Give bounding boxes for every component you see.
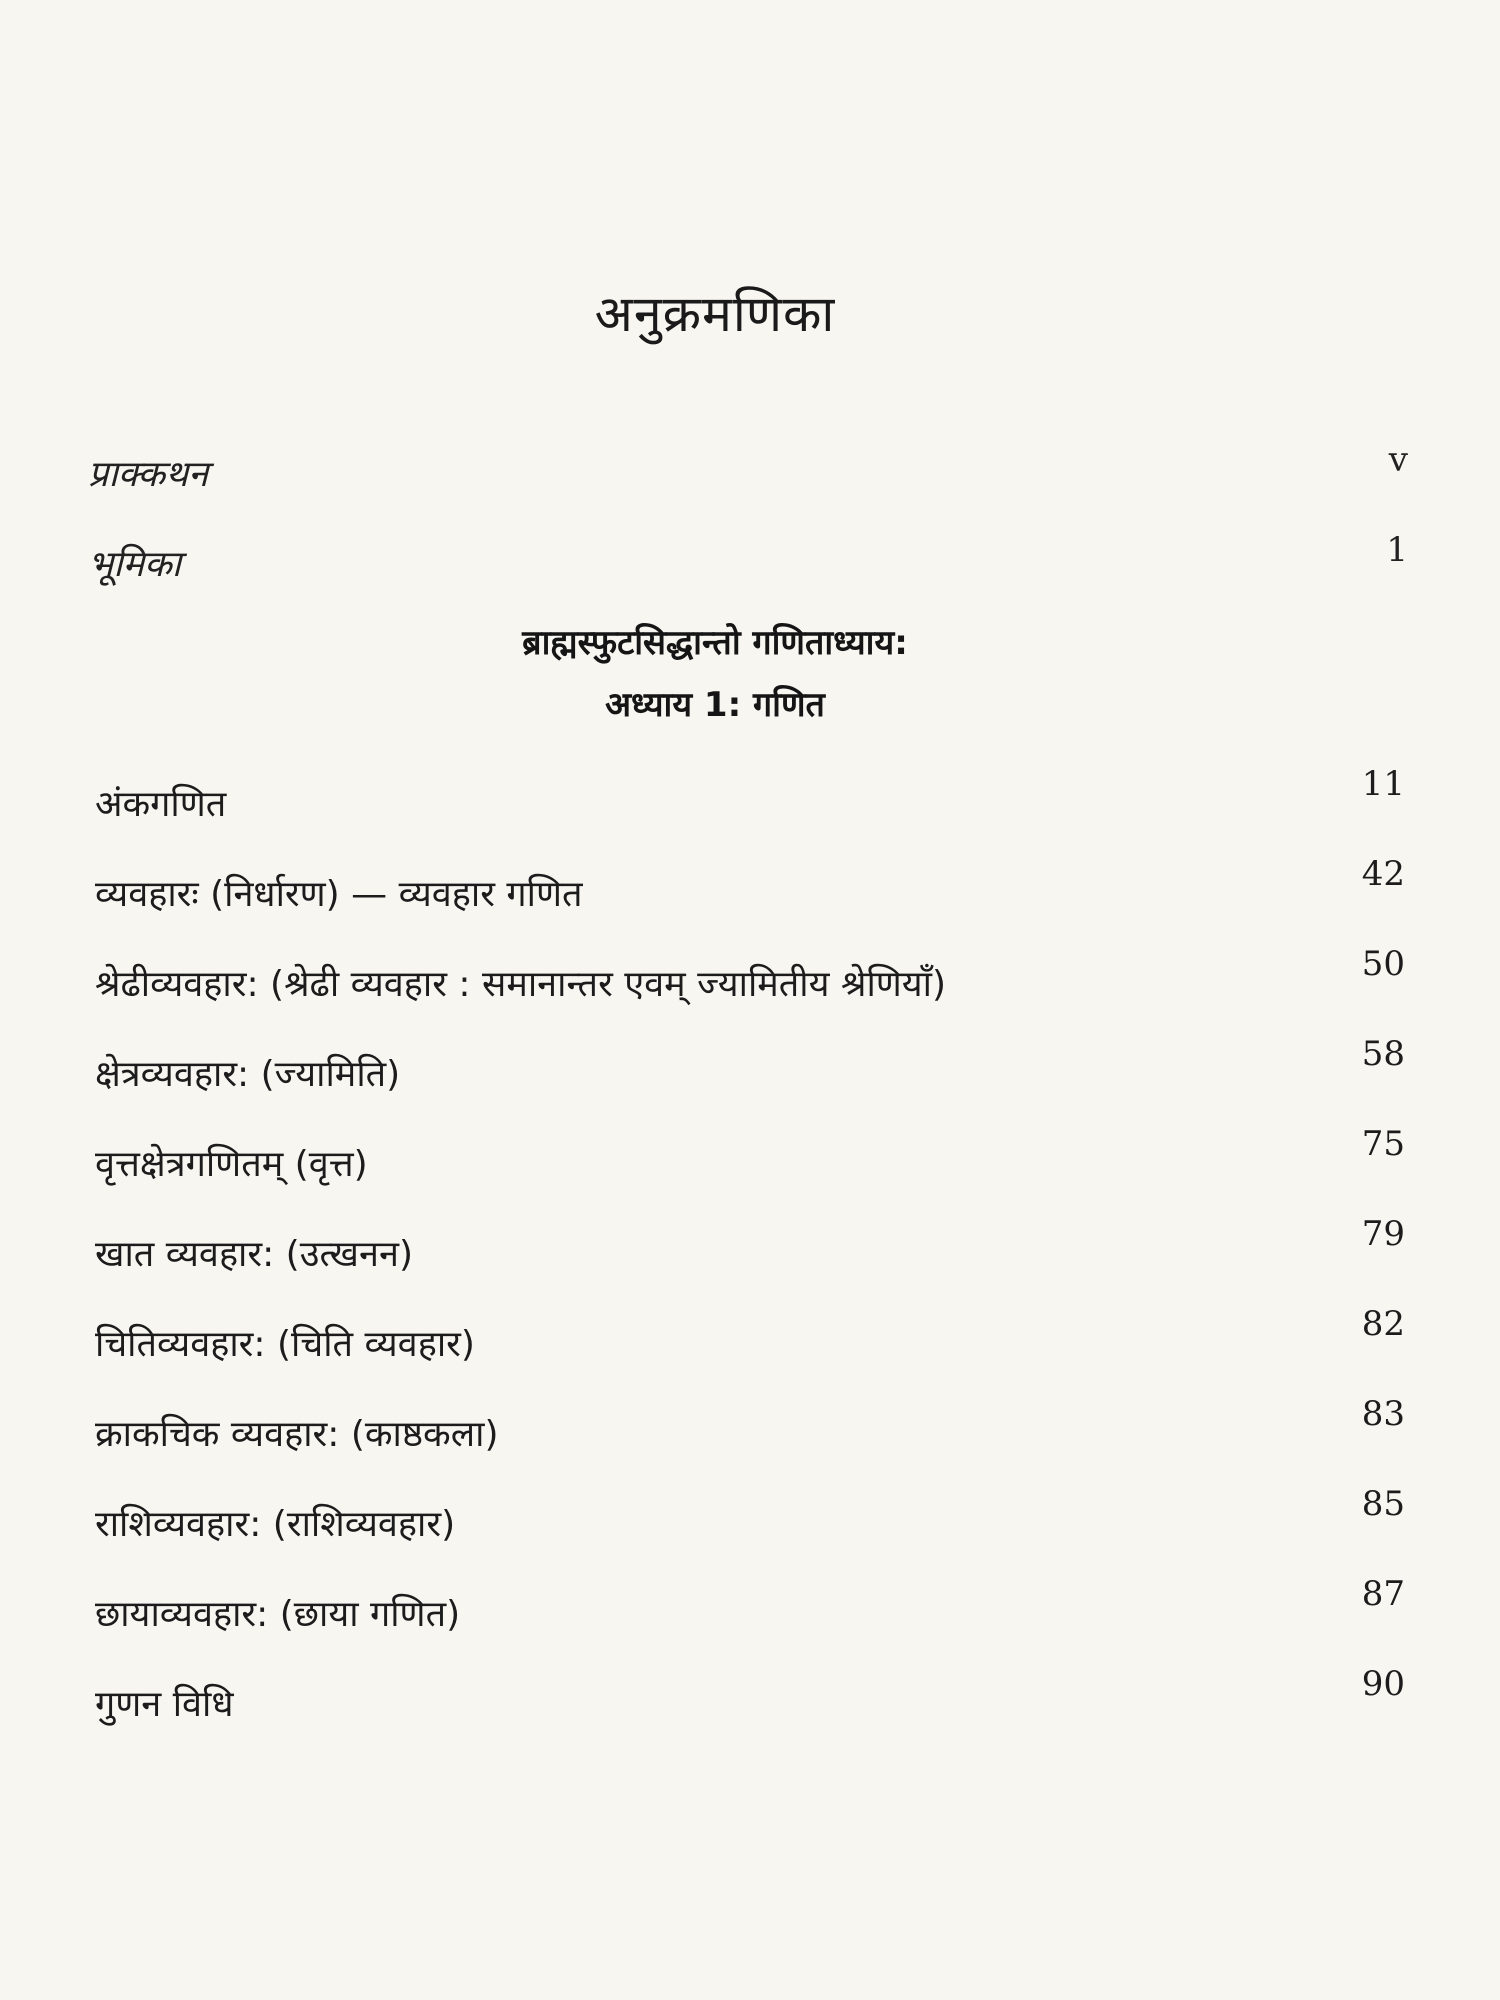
entry-page-number: 83	[1361, 1394, 1405, 1434]
contents-entry	[95, 1124, 1405, 1228]
entry-label: छायाव्यवहार: (छाया गणित)	[95, 1594, 461, 1635]
entry-label: व्यवहारः (निर्धारण) — व्यवहार गणित	[95, 874, 583, 915]
entry-label: श्रेढीव्यवहार: (श्रेढी व्यवहार : समानान्तर एवम् ज्यामितीय श्रेणियाँ)	[95, 964, 947, 1005]
entry-label: गुणन विधि	[95, 1684, 234, 1725]
entry-page-number: 79	[1361, 1214, 1405, 1254]
entry-page-number: 90	[1361, 1664, 1405, 1704]
contents-entry	[95, 1034, 1405, 1138]
contents-entry	[95, 854, 1405, 958]
front-matter-row	[88, 530, 1408, 598]
entry-label: वृत्तक्षेत्रगणितम् (वृत्त)	[95, 1144, 368, 1185]
entry-label: क्षेत्रव्यवहार: (ज्यामिति)	[95, 1054, 401, 1095]
section-title: ब्राह्मस्फुटसिद्धान्तो गणिताध्याय:	[522, 623, 908, 663]
contents-entry	[95, 1304, 1405, 1408]
front-matter-page: v	[1388, 440, 1408, 480]
entry-page-number: 85	[1361, 1484, 1405, 1524]
contents-entry	[95, 1664, 1405, 1768]
contents-entry	[95, 764, 1405, 868]
front-matter-page: 1	[1386, 530, 1408, 570]
contents-entry	[95, 1214, 1405, 1318]
entry-page-number: 42	[1361, 854, 1405, 894]
page-title: अनुक्रमणिका	[594, 285, 836, 343]
contents-list	[95, 764, 1405, 1768]
entry-label: अंकगणित	[95, 784, 227, 825]
front-matter-row	[88, 440, 1408, 508]
contents-entry	[95, 944, 1405, 1048]
chapter-title: अध्याय 1: गणित	[605, 685, 825, 725]
contents-entry	[95, 1394, 1405, 1498]
entry-label: क्राकचिक व्यवहार: (काष्ठकला)	[95, 1414, 499, 1455]
entry-page-number: 50	[1361, 944, 1405, 984]
entry-label: राशिव्यवहार: (राशिव्यवहार)	[95, 1504, 456, 1545]
contents-entry	[95, 1574, 1405, 1678]
entry-page-number: 11	[1361, 764, 1405, 804]
contents-entry	[95, 1484, 1405, 1588]
front-matter-label: भूमिका	[88, 544, 182, 585]
entry-label: चितिव्यवहार: (चिति व्यवहार)	[95, 1324, 475, 1365]
entry-page-number: 87	[1361, 1574, 1405, 1614]
entry-page-number: 58	[1361, 1034, 1405, 1074]
front-matter-label: प्राक्कथन	[88, 454, 209, 495]
entry-page-number: 82	[1361, 1304, 1405, 1344]
entry-label: खात व्यवहार: (उत्खनन)	[95, 1234, 413, 1275]
entry-page-number: 75	[1361, 1124, 1405, 1164]
